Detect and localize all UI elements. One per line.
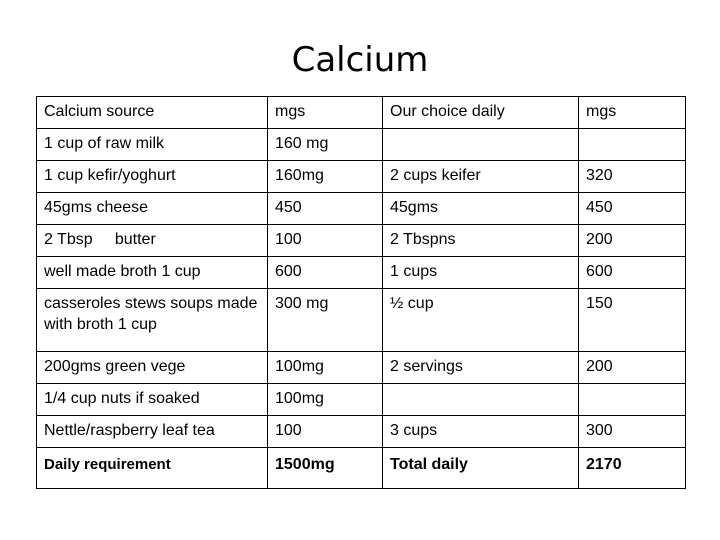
cell-choice <box>383 384 579 416</box>
table-row <box>37 161 686 193</box>
header-cell-choice-mgs: mgs <box>579 97 686 129</box>
cell-source: well made broth 1 cup <box>37 257 268 289</box>
cell-choice <box>383 129 579 161</box>
total-daily-value: 2170 <box>579 448 686 489</box>
table-row <box>37 225 686 257</box>
header-cell-choice: Our choice daily <box>383 97 579 129</box>
cell-choice: 1 cups <box>383 257 579 289</box>
cell-choice-mgs <box>579 384 686 416</box>
header-cell-mgs: mgs <box>268 97 383 129</box>
cell-choice: 2 servings <box>383 352 579 384</box>
cell-source: 2 Tbsp butter <box>37 225 268 257</box>
cell-mgs: 100mg <box>268 384 383 416</box>
cell-mgs: 100 <box>268 225 383 257</box>
cell-source: Nettle/raspberry leaf tea <box>37 416 268 448</box>
cell-mgs: 100mg <box>268 352 383 384</box>
cell-choice: 45gms <box>383 193 579 225</box>
cell-choice: 3 cups <box>383 416 579 448</box>
cell-choice: 2 cups keifer <box>383 161 579 193</box>
table-row <box>37 129 686 161</box>
cell-mgs: 160 mg <box>268 129 383 161</box>
table-row <box>37 289 686 352</box>
table-header-row <box>37 97 686 129</box>
cell-source: 1 cup kefir/yoghurt <box>37 161 268 193</box>
cell-mgs: 160mg <box>268 161 383 193</box>
cell-choice: 2 Tbspns <box>383 225 579 257</box>
cell-source: 45gms cheese <box>37 193 268 225</box>
table-row <box>37 257 686 289</box>
header-cell-source: Calcium source <box>37 97 268 129</box>
cell-source: 200gms green vege <box>37 352 268 384</box>
daily-requirement-value: 1500mg <box>268 448 383 489</box>
table-row <box>37 384 686 416</box>
table-row <box>37 352 686 384</box>
cell-choice-mgs: 200 <box>579 352 686 384</box>
cell-choice: ½ cup <box>383 289 579 352</box>
table-row <box>37 193 686 225</box>
cell-mgs: 300 mg <box>268 289 383 352</box>
calcium-table <box>36 96 686 489</box>
cell-choice-mgs <box>579 129 686 161</box>
table-total-row <box>37 448 686 489</box>
cell-choice-mgs: 450 <box>579 193 686 225</box>
cell-choice-mgs: 600 <box>579 257 686 289</box>
cell-choice-mgs: 300 <box>579 416 686 448</box>
page-title: Calcium <box>291 40 429 80</box>
table-row <box>37 416 686 448</box>
cell-source: 1/4 cup nuts if soaked <box>37 384 268 416</box>
cell-source: casseroles stews soups made with broth 1 cup <box>37 289 268 352</box>
cell-source: 1 cup of raw milk <box>37 129 268 161</box>
cell-choice-mgs: 200 <box>579 225 686 257</box>
total-daily-label: Total daily <box>383 448 579 489</box>
cell-mgs: 450 <box>268 193 383 225</box>
cell-mgs: 600 <box>268 257 383 289</box>
cell-choice-mgs: 150 <box>579 289 686 352</box>
cell-mgs: 100 <box>268 416 383 448</box>
cell-choice-mgs: 320 <box>579 161 686 193</box>
daily-requirement-label: Daily requirement <box>37 448 268 489</box>
